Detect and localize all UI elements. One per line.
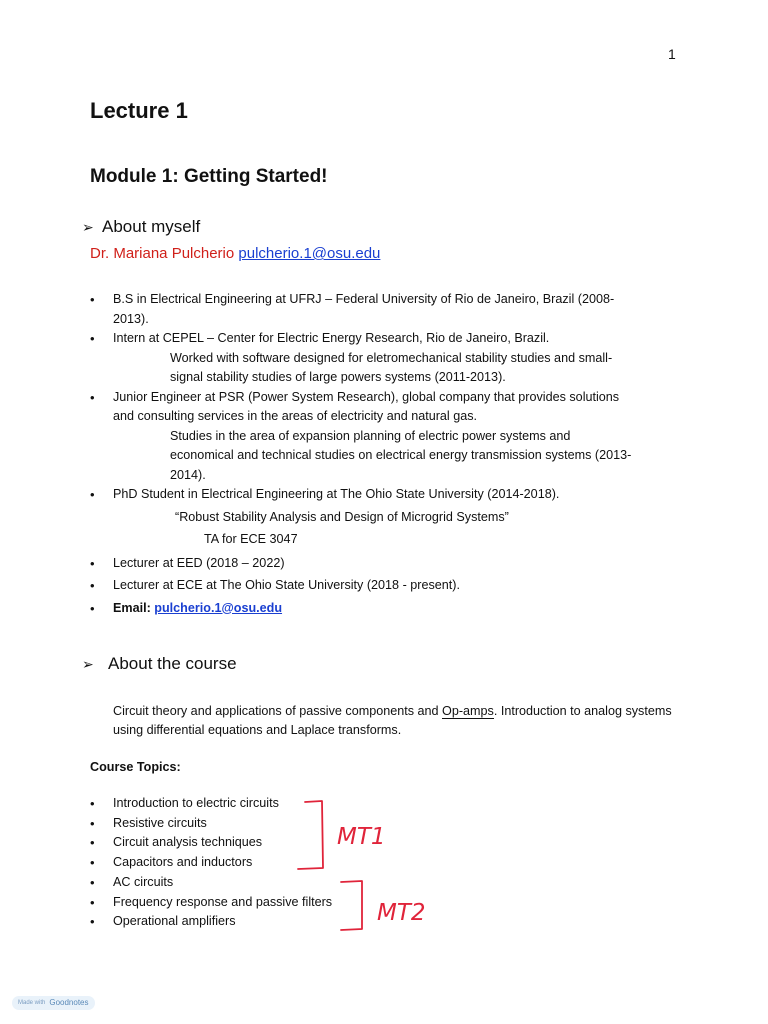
- list-item: • B.S in Electrical Engineering at UFRJ – Federal University of Rio de Janeiro, Brazil (2008- 2013).: [90, 290, 690, 329]
- email-label: Email:: [113, 600, 151, 615]
- topics-heading: Course Topics:: [90, 760, 181, 774]
- arrow-bullet-icon: ➢: [82, 218, 94, 235]
- list-item: • Lecturer at EED (2018 – 2022): [90, 554, 690, 574]
- mt2-bracket: [341, 881, 362, 930]
- list-item: • Circuit analysis techniques: [90, 833, 390, 853]
- mt1-bracket: [298, 801, 323, 869]
- section-label: About the course: [108, 654, 237, 673]
- list-item: • Introduction to electric circuits: [90, 794, 390, 814]
- lecture-title: Lecture 1: [90, 98, 188, 123]
- list-item: • Operational amplifiers: [90, 912, 390, 932]
- list-item: • Junior Engineer at PSR (Power System Research), global company that provides solutions and consulting services in the areas of electricity and natural gas. Studies in the area of expansion planning of electric power systems and economical and technical studies on electrical energy transmission systems (2013- 2014).: [90, 388, 690, 486]
- instructor-email-link[interactable]: pulcherio.1@osu.edu: [238, 245, 381, 262]
- list-item: • Resistive circuits: [90, 814, 390, 834]
- list-item: • Frequency response and passive filters: [90, 893, 390, 913]
- op-amps-underlined: Op-amps: [442, 704, 494, 718]
- list-item: • PhD Student in Electrical Engineering at The Ohio State University (2014-2018). “Robust Stability Analysis and Design of Microgrid Systems” TA for ECE 3047: [90, 485, 690, 550]
- page-number: 1: [668, 46, 676, 62]
- list-item: • Lecturer at ECE at The Ohio State University (2018 - present).: [90, 576, 690, 596]
- list-item: • Intern at CEPEL – Center for Electric Energy Research, Rio de Janeiro, Brazil. Worked with software designed for eletromechanical stability studies and small- signal stability studies of large powers systems (2011-2013).: [90, 329, 690, 388]
- module-title: Module 1: Getting Started!: [90, 166, 328, 187]
- instructor-name: Dr. Mariana Pulcherio: [90, 245, 235, 262]
- list-item: • Capacitors and inductors: [90, 853, 390, 873]
- course-description: Circuit theory and applications of passive components and Op-amps. Introduction to analog systems using differential equations and Laplace transforms.: [113, 704, 672, 737]
- arrow-bullet-icon: ➢: [82, 655, 94, 672]
- list-item: • AC circuits: [90, 873, 390, 893]
- mt2-label: MT2: [377, 900, 426, 926]
- email-link[interactable]: pulcherio.1@osu.edu: [154, 600, 283, 615]
- section-label: About myself: [102, 217, 201, 236]
- mt1-label: MT1: [337, 824, 386, 850]
- goodnotes-badge: Made with Goodnotes: [12, 996, 95, 1010]
